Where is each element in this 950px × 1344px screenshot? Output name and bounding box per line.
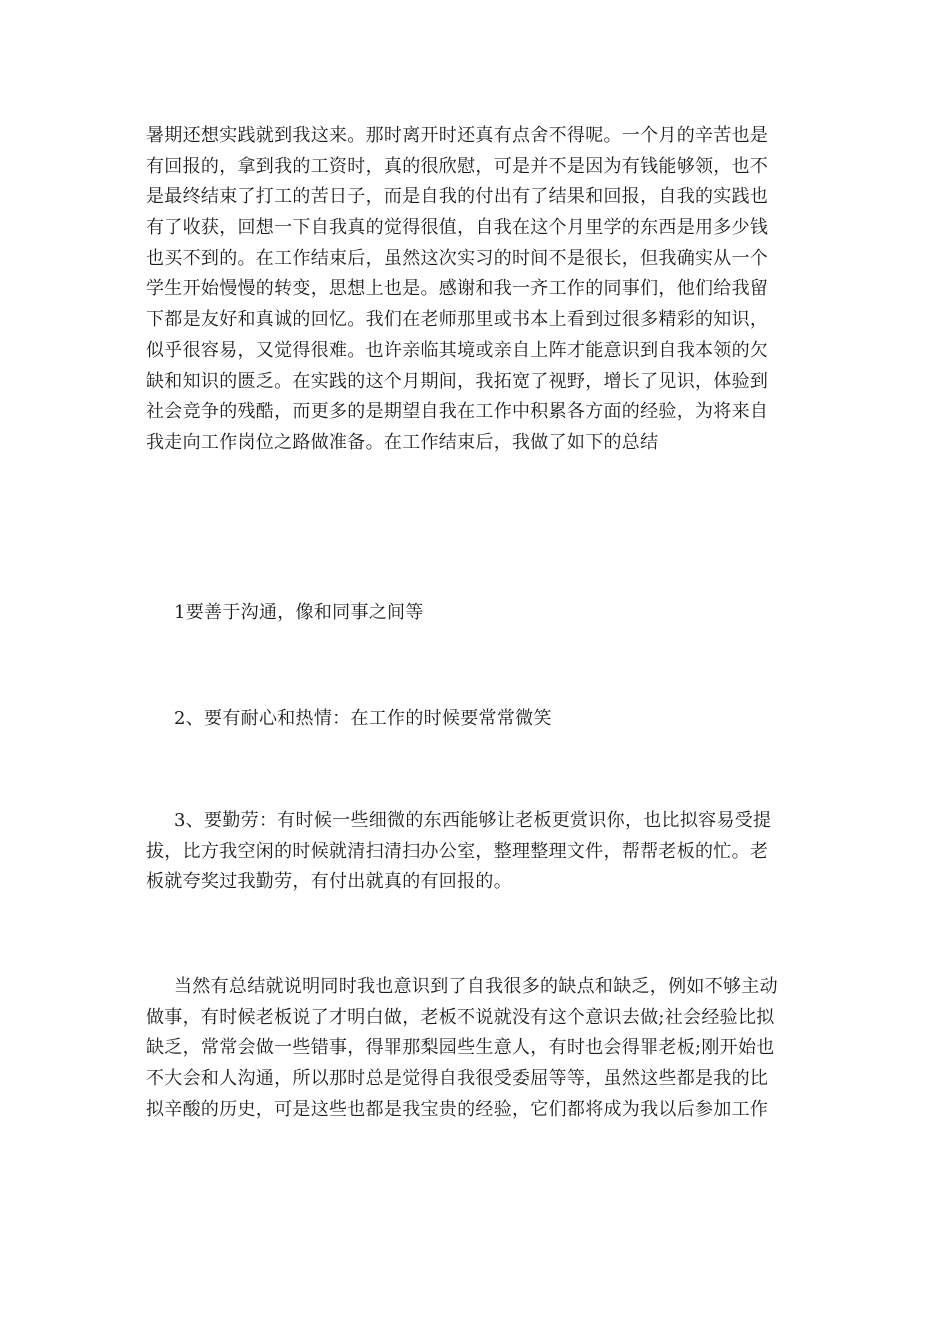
- text-line: 有回报的，拿到我的工资时，真的很欣慰，可是并不是因为有钱能够领，也不: [146, 155, 769, 177]
- text-line: 暑期还想实践就到我这来。那时离开时还真有点舍不得呢。一个月的辛苦也是: [146, 125, 769, 146]
- text-line: [146, 1125, 806, 1156]
- text-line: 1要善于沟通，像和同事之间等: [174, 602, 424, 623]
- text-line: 不大会和人沟通，所以那时总是觉得自我很受委屈等等，虽然这些都是我的比: [146, 1068, 769, 1090]
- text-line: 缺和知识的匮乏。在实践的这个月期间，我拓宽了视野，增长了见识，体验到: [146, 370, 769, 392]
- list-item-2: [146, 704, 806, 735]
- text-line: 似乎很容易，又觉得很难。也许亲临其境或亲自上阵才能意识到自我本领的欠: [146, 339, 769, 361]
- text-line: 拟辛酸的历史，可是这些也都是我宝贵的经验，它们都将成为我以后参加工作: [146, 1098, 769, 1120]
- text-line: 也买不到的。在工作结束后，虽然这次实习的时间不是很长，但我确实从一个: [146, 247, 769, 269]
- text-line: 做事，有时候老板说了才明白做，老板不说就没有这个意识去做;社会经验比拟: [146, 1006, 775, 1028]
- list-item-1: [146, 598, 806, 629]
- text-line: 是最终结束了打工的苦日子，而是自我的付出有了结果和回报，自我的实践也: [146, 186, 769, 208]
- text-line: 板就夸奖过我勤劳，有付出就真的有回报的。: [146, 871, 512, 893]
- text-line: 我走向工作岗位之路做准备。在工作结束后，我做了如下的总结: [146, 431, 659, 453]
- paragraph-reflection: [146, 972, 806, 1156]
- text-line: 社会竞争的残酷，而更多的是期望自我在工作中积累各方面的经验，为将来自: [146, 401, 769, 423]
- text-line: 2、要有耐心和热情：在工作的时候要常常微笑: [174, 708, 552, 729]
- text-line: 学生开始慢慢的转变，思想上也是。感谢和我一齐工作的同事们，他们给我留: [146, 278, 769, 300]
- text-line: 3、要勤劳：有时候一些细微的东西能够让老板更赏识你，也比拟容易受提: [174, 810, 772, 831]
- text-line: 拔，比方我空闲的时候就清扫清扫办公室，整理整理文件，帮帮老板的忙。老: [146, 840, 769, 862]
- text-line: 有了收获，回想一下自我真的觉得很值，自我在这个月里学的东西是用多少钱: [146, 217, 769, 239]
- list-item-3: [146, 806, 806, 898]
- paragraph-intro: [146, 121, 806, 459]
- text-line: 下都是友好和真诚的回忆。我们在老师那里或书本上看到过很多精彩的知识，: [146, 309, 769, 331]
- text-line: 缺乏，常常会做一些错事，得罪那梨园些生意人，有时也会得罪老板;刚开始也: [146, 1037, 775, 1059]
- text-line: 当然有总结就说明同时我也意识到了自我很多的缺点和缺乏，例如不够主动: [174, 976, 778, 997]
